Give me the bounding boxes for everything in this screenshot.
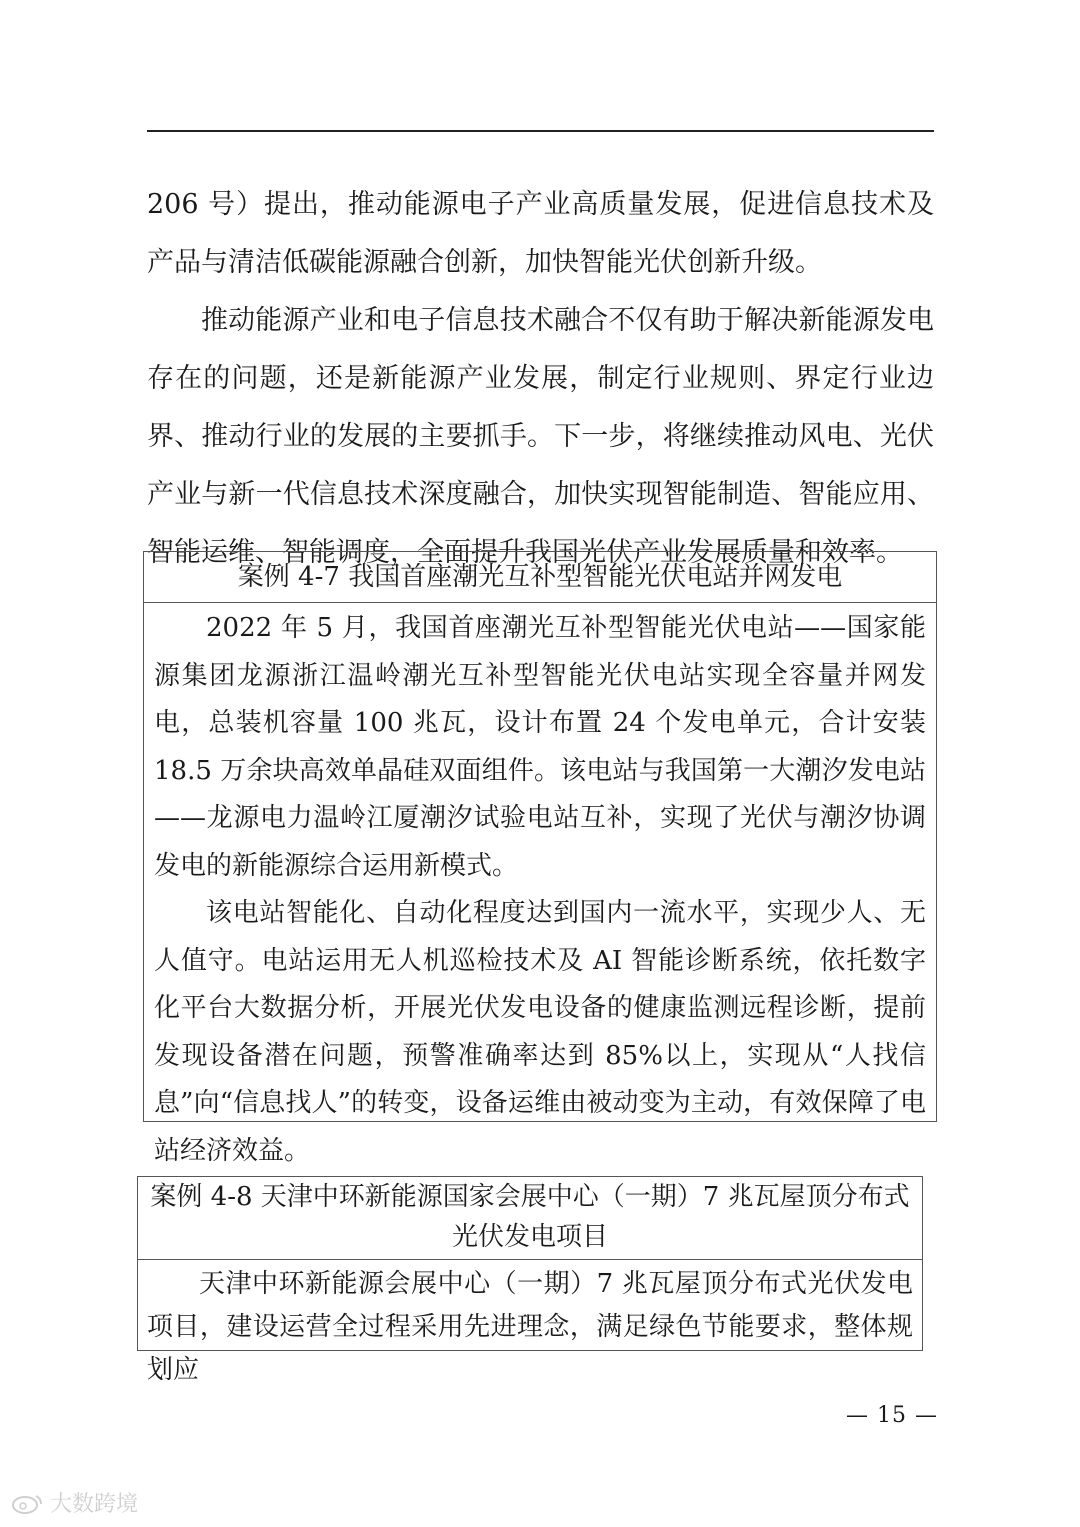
case-4-7-paragraph-1: 2022 年 5 月，我国首座潮光互补型智能光伏电站——国家能源集团龙源浙江温岭潮光互补型智能光伏电站实现全容量并网发电，总装机容量 100 兆瓦，设计布置 24 个发电单元，合计安装 18.5 万余块高效单晶硅双面组件。该电站与我国第一大潮汐发电站——龙源电力温岭江厦潮汐试验电站互补，实现了光伏与潮汐协调发电的新能源综合运用新模式。 bbox=[154, 613, 926, 881]
case-body-4-8 bbox=[138, 1260, 922, 1392]
body-text bbox=[147, 176, 934, 582]
case-box-4-7 bbox=[143, 551, 937, 1166]
body-paragraph-1: 206 号）提出，推动能源电子产业高质量发展，促进信息技术及产品与清洁低碳能源融合创新，加快智能光伏创新升级。 bbox=[147, 189, 934, 278]
case-4-7-paragraph-2: 该电站智能化、自动化程度达到国内一流水平，实现少人、无人值守。电站运用无人机巡检技术及 AI 智能诊断系统，依托数字化平台大数据分析，开展光伏发电设备的健康监测远程诊断，提前发现设备潜在问题，预警准确率达到 85%以上，实现从“人找信息”向“信息找人”的转变，设备运维由被动变为主动，有效保障了电站经济效益。 bbox=[154, 898, 926, 1166]
watermark bbox=[10, 1487, 138, 1518]
weibo-logo-icon bbox=[10, 1492, 44, 1514]
body-paragraph-2: 推动能源产业和电子信息技术融合不仅有助于解决新能源发电存在的问题，还是新能源产业发展，制定行业规则、界定行业边界、推动行业的发展的主要抓手。下一步，将继续推动风电、光伏产业与新一代信息技术深度融合，加快实现智能制造、智能应用、智能运维、智能调度，全面提升我国光伏产业发展质量和效率。 bbox=[147, 305, 934, 568]
page-number: — 15 — bbox=[846, 1403, 938, 1428]
case-title-4-7: 案例 4-7 我国首座潮光互补型智能光伏电站并网发电 bbox=[144, 552, 936, 603]
case-title-4-8: 案例 4-8 天津中环新能源国家会展中心（一期）7 兆瓦屋顶分布式光伏发电项目 bbox=[138, 1177, 922, 1260]
case-4-8-paragraph-1: 天津中环新能源会展中心（一期）7 兆瓦屋顶分布式光伏发电项目，建设运营全过程采用先进理念，满足绿色节能要求，整体规划应 bbox=[147, 1269, 913, 1385]
header-rule bbox=[147, 130, 934, 132]
case-body-4-7 bbox=[144, 603, 936, 1175]
watermark-text: 大数跨境 bbox=[50, 1492, 139, 1517]
case-box-4-8 bbox=[137, 1176, 923, 1385]
